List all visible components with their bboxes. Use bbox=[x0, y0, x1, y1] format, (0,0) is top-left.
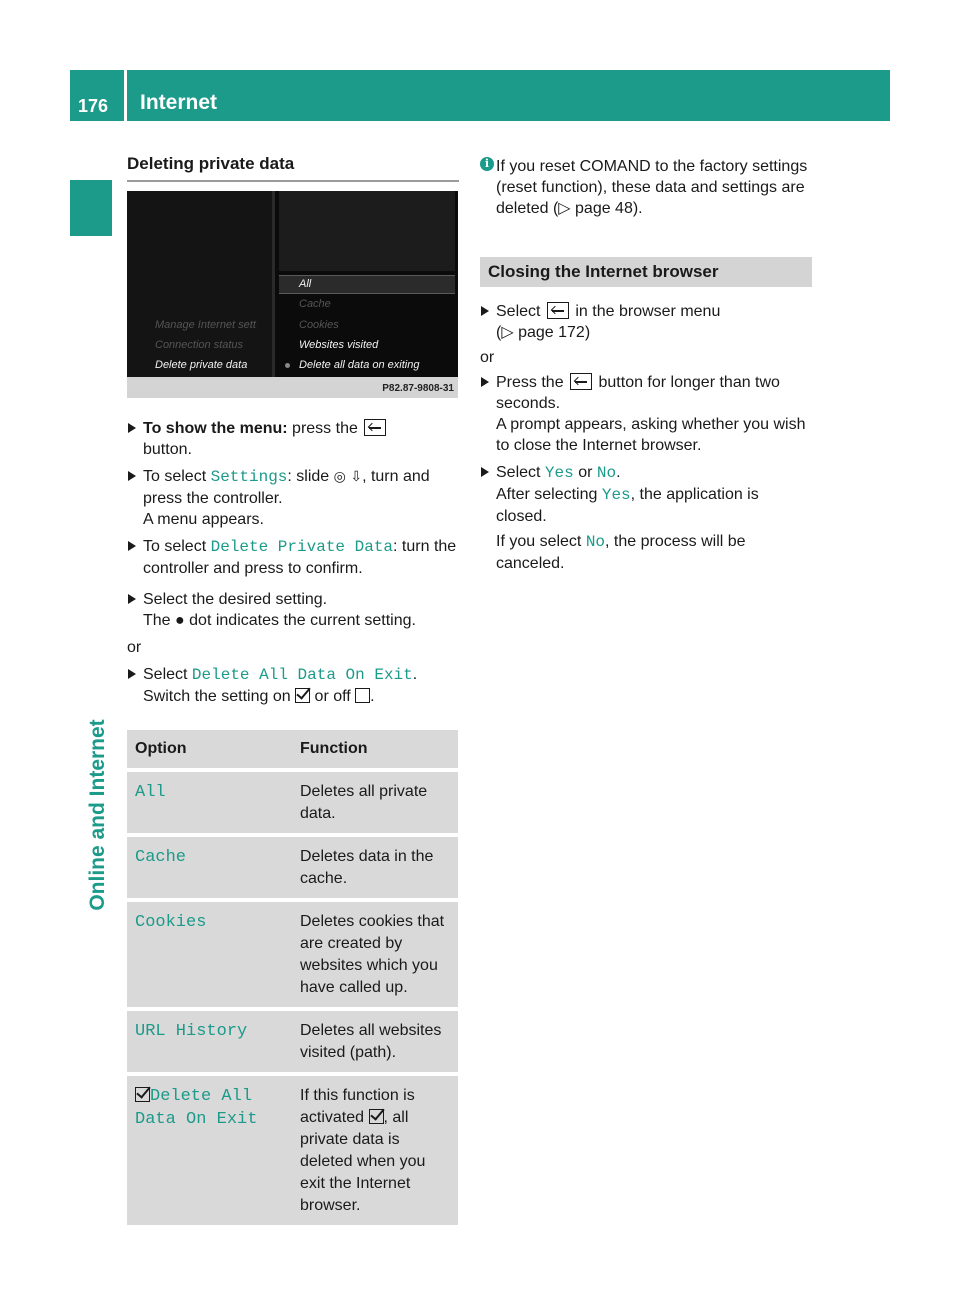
screenshot-submenu-item: Websites visited bbox=[299, 339, 379, 351]
step-text: press the bbox=[292, 420, 358, 437]
options-table bbox=[127, 726, 458, 1229]
step-text: Select bbox=[496, 303, 541, 320]
screenshot-submenu-item: All bbox=[299, 278, 312, 290]
chapter-side-label bbox=[78, 700, 118, 930]
option-name: Cookies bbox=[135, 913, 207, 932]
screenshot-menu-item: Manage Internet sett bbox=[155, 319, 256, 331]
step-select-settings bbox=[127, 466, 459, 530]
comand-screenshot bbox=[127, 191, 458, 398]
step-text: : turn the controller and press to confirm. bbox=[143, 538, 457, 577]
chapter-side-label-text: Online and Internet bbox=[86, 719, 109, 911]
step-select-delete-private-data bbox=[127, 536, 459, 579]
section-heading-deleting: Deleting private data bbox=[127, 154, 459, 182]
settings-menu-term: Settings bbox=[210, 468, 288, 486]
column-header-function: Function bbox=[292, 730, 458, 768]
function-text: , all private data is deleted when you exit the Internet browser. bbox=[300, 1109, 426, 1214]
step-text: To select bbox=[143, 468, 207, 485]
option-name: URL History bbox=[135, 1022, 248, 1041]
step-text: Press the bbox=[496, 374, 564, 391]
header-divider bbox=[124, 70, 127, 121]
delete-private-data-term: Delete Private Data bbox=[210, 538, 394, 556]
step-text: button. bbox=[143, 441, 192, 458]
step-text: button for longer than two seconds. bbox=[496, 374, 780, 412]
step-arrow-icon bbox=[128, 541, 136, 551]
function-cell: Deletes cookies that are created by websites which you have called up. bbox=[292, 902, 458, 1007]
step-text: , turn and press the controller. bbox=[143, 468, 430, 507]
step-arrow-icon bbox=[128, 594, 136, 604]
step-text: If you select bbox=[496, 533, 582, 550]
controller-slide-icon: ◎ ⇩ bbox=[333, 469, 363, 485]
step-text: Select the desired setting. bbox=[143, 591, 328, 608]
table-row bbox=[127, 1076, 458, 1225]
step-select-back bbox=[480, 301, 812, 343]
table-row bbox=[127, 902, 458, 1007]
step-text: in the browser menu bbox=[575, 303, 721, 320]
step-text: Select bbox=[143, 666, 188, 683]
no-term: No bbox=[596, 464, 617, 482]
column-header-option: Option bbox=[127, 730, 292, 768]
step-text: : slide bbox=[287, 468, 330, 485]
function-cell bbox=[292, 1076, 458, 1225]
option-name: All bbox=[135, 783, 166, 802]
step-text: , the application is closed. bbox=[496, 486, 759, 525]
function-cell: Deletes all websites visited (path). bbox=[292, 1011, 458, 1072]
page-reference: (▷ page 172) bbox=[496, 324, 591, 341]
step-show-menu bbox=[127, 418, 459, 460]
screenshot-submenu-item: Cache bbox=[299, 298, 331, 310]
step-arrow-icon bbox=[128, 423, 136, 433]
or-separator: or bbox=[127, 639, 142, 656]
option-cell bbox=[127, 1011, 292, 1072]
step-text: or bbox=[578, 464, 593, 481]
table-row bbox=[127, 837, 458, 898]
step-text: . bbox=[370, 688, 375, 705]
back-button-icon bbox=[547, 302, 569, 319]
option-cell bbox=[127, 1076, 292, 1225]
option-name: Delete All bbox=[150, 1087, 253, 1106]
screenshot-submenu-item: Delete all data on exiting bbox=[299, 359, 420, 371]
step-select-yes-no bbox=[480, 462, 812, 574]
back-button-icon bbox=[570, 373, 592, 390]
step-select-setting bbox=[127, 589, 459, 631]
screenshot-submenu-item: Cookies bbox=[299, 319, 339, 331]
left-column bbox=[127, 150, 459, 1229]
info-text: If you reset COMAND to the factory settings (reset function), these data and settings are deleted (▷ page 48). bbox=[496, 158, 808, 217]
step-cancel-line bbox=[496, 531, 812, 574]
page-title: Internet bbox=[140, 91, 218, 114]
checkbox-checked-icon bbox=[369, 1109, 384, 1124]
table-row bbox=[127, 772, 458, 833]
step-text: The bbox=[143, 612, 171, 629]
screenshot-menu-item: Connection status bbox=[155, 339, 244, 351]
step-text: dot indicates the current setting. bbox=[189, 612, 416, 629]
step-arrow-icon bbox=[481, 467, 489, 477]
back-button-icon bbox=[364, 419, 386, 436]
function-text: If this function is activated bbox=[300, 1087, 415, 1126]
step-text: , the process will be canceled. bbox=[496, 533, 746, 572]
option-cell bbox=[127, 902, 292, 1007]
step-arrow-icon bbox=[481, 306, 489, 316]
no-term: No bbox=[585, 533, 606, 551]
yes-term: Yes bbox=[601, 486, 631, 504]
screenshot-right-top bbox=[279, 191, 455, 271]
table-row bbox=[127, 1011, 458, 1072]
checkbox-empty-icon bbox=[355, 688, 370, 703]
step-arrow-icon bbox=[481, 377, 489, 387]
step-text: Select bbox=[496, 464, 541, 481]
right-column bbox=[480, 150, 812, 574]
screenshot-bullet-icon bbox=[285, 363, 290, 368]
step-bold-label: To show the menu: bbox=[143, 420, 288, 437]
or-separator: or bbox=[480, 349, 495, 366]
checkbox-checked-icon bbox=[135, 1087, 150, 1102]
step-text: After selecting bbox=[496, 486, 598, 503]
step-press-back bbox=[480, 372, 812, 456]
step-text: A prompt appears, asking whether you wish to close the Internet browser. bbox=[496, 416, 806, 454]
info-note bbox=[480, 156, 812, 219]
step-text: A menu appears. bbox=[143, 511, 264, 528]
table-header-row bbox=[127, 730, 458, 768]
step-text: Switch the setting on bbox=[143, 688, 291, 705]
step-arrow-icon bbox=[128, 471, 136, 481]
option-name: Data On Exit bbox=[135, 1110, 258, 1129]
yes-term: Yes bbox=[544, 464, 574, 482]
page-number: 176 bbox=[78, 96, 109, 116]
info-icon: i bbox=[480, 157, 494, 171]
side-tab-marker bbox=[70, 180, 112, 236]
screenshot-caption: P82.87-9808-31 bbox=[382, 383, 454, 394]
option-cell bbox=[127, 837, 292, 898]
screenshot-menu-item: Delete private data bbox=[155, 359, 248, 371]
step-text: To select bbox=[143, 538, 207, 555]
function-cell: Deletes all private data. bbox=[292, 772, 458, 833]
step-text: . bbox=[412, 666, 418, 683]
step-delete-all-on-exit bbox=[127, 664, 459, 707]
step-text: . bbox=[616, 464, 621, 481]
step-arrow-icon bbox=[128, 669, 136, 679]
delete-all-on-exit-term: Delete All Data On Exit bbox=[191, 666, 413, 684]
option-name: Cache bbox=[135, 848, 187, 867]
step-text: or off bbox=[314, 688, 351, 705]
option-cell bbox=[127, 772, 292, 833]
checkbox-checked-icon bbox=[295, 688, 310, 703]
dot-indicator-icon: ● bbox=[175, 612, 185, 629]
section-heading-closing: Closing the Internet browser bbox=[480, 257, 812, 287]
function-cell: Deletes data in the cache. bbox=[292, 837, 458, 898]
